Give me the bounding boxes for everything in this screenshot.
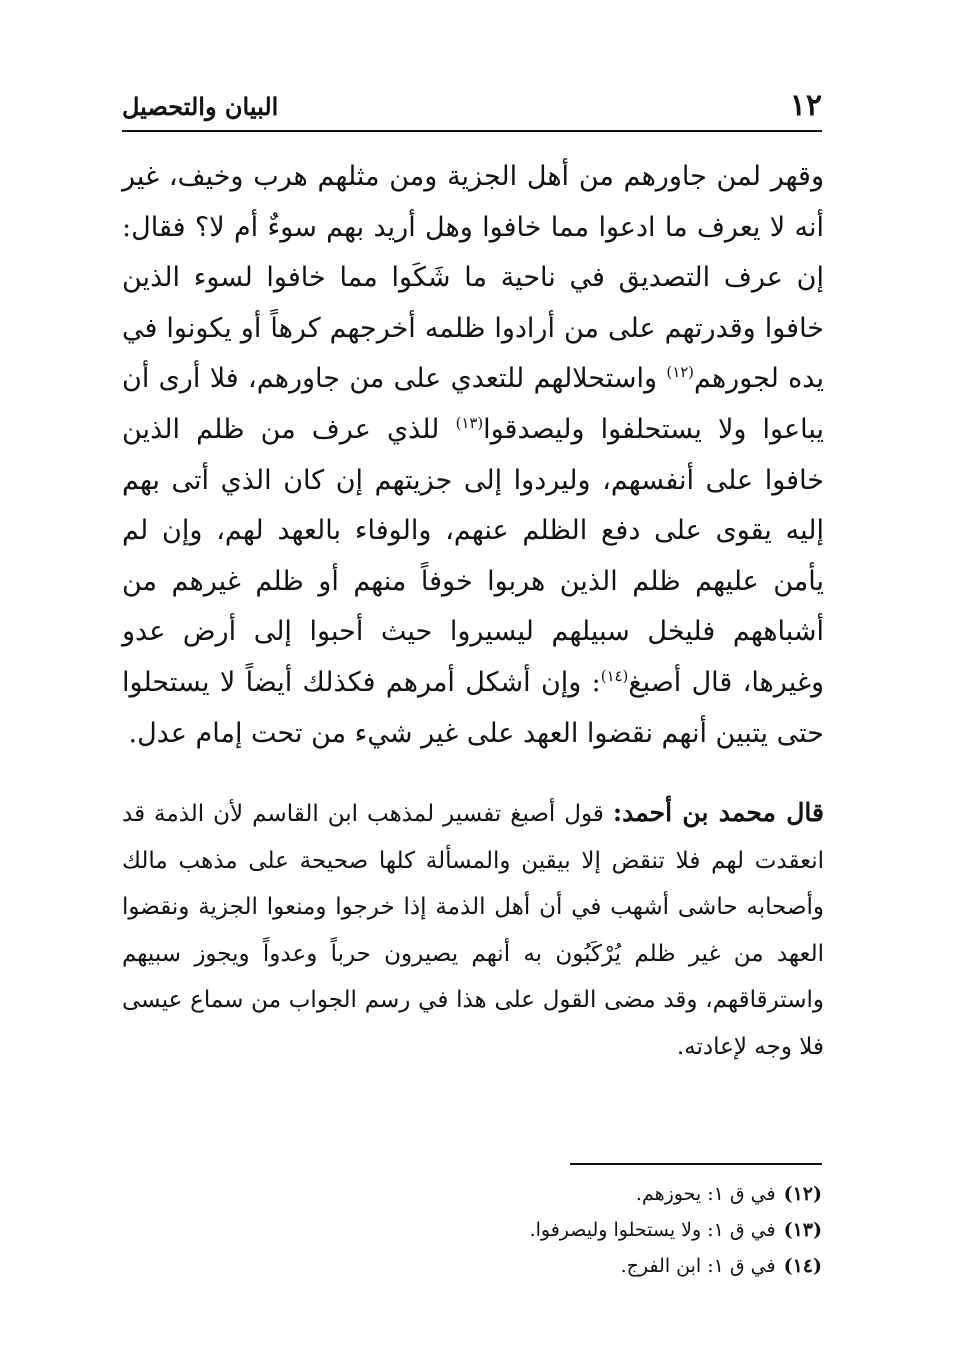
footnote-ref-14: (١٤) (600, 666, 629, 685)
running-title: البيان والتحصيل (122, 92, 279, 121)
paragraph-1-part-4: : وإن أشكل أمرهم فكذلك أيضاً لا يستحلوا حتى يتبين أنهم نقضوا العهد على غير شيء من تحت إمام عدل. (122, 666, 824, 749)
paragraph-1 (122, 152, 824, 759)
paragraph-1-part-3: للذي عرف من ظلم الذين خافوا على أنفسهم، وليردوا إلى جزيتهم إن كان الذي أتى بهم إليه يقوى على دفع الظلم عنهم، والوفاء بالعهد لهم، وإن لم يأمن عليهم ظلم الذين هربوا خوفاً منهم أو ظلم غيرهم من أشباههم فليخل سبيلهم ليسيروا حيث أحبوا إلى أرض عدو وغيرها، قال أصبغ (122, 413, 825, 698)
paragraph-2 (122, 790, 824, 1070)
footnote-item (400, 1248, 822, 1284)
paragraph-1-part-1: وقهر لمن جاورهم من أهل الجزية ومن مثلهم هرب وخيف، غير أنه لا يعرف ما ادعوا مما خافوا وهل أريد بهم سوءٌ أم لا؟ فقال: إن عرف التصديق في ناحية ما شَكَوا مما خافوا لسوء الذين خافوا وقدرتهم على من أرادوا ظلمه أخرجهم كرهاً أو يكونوا في يده لجورهم (122, 161, 824, 395)
footnote-separator (570, 1163, 822, 1165)
footnote-number: (١٤) (783, 1255, 822, 1277)
footnotes (400, 1176, 822, 1284)
footnote-ref-12: (١٢) (666, 363, 694, 382)
footnote-item (400, 1212, 822, 1248)
speaker-name: قال محمد بن أحمد: (612, 798, 824, 827)
footnote-text: في ق ١: ولا يستحلوا وليصرفوا. (529, 1219, 776, 1241)
footnote-text: في ق ١: يحوزهم. (635, 1183, 776, 1205)
paragraph-2-text: قول أصبغ تفسير لمذهب ابن القاسم لأن الذمة قد انعقدت لهم فلا تنقض إلا بيقين والمسألة كلها صحيحة على مذهب مالك وأصحابه حاشى أشهب في أن أهل الذمة إذا خرجوا ومنعوا الجزية ونقضوا العهد من غير ظلم يُرْكَبُون به أنهم يصيرون حرباً وعدواً ويجوز سبيهم واسترقاقهم، وقد مضى القول على هذا في رسم الجواب من سماع عيسى فلا وجه لإعادته. (122, 801, 824, 1060)
paragraph-1-part-2: واستحلالهم للتعدي على من جاورهم، فلا أرى أن يباعوا ولا يستحلفوا وليصدقوا (122, 363, 824, 445)
footnote-ref-13: (١٣) (455, 413, 484, 432)
footnote-item (400, 1176, 822, 1212)
main-text (122, 152, 824, 759)
footnote-number: (١٣) (783, 1219, 822, 1241)
commentary-text (122, 790, 824, 1070)
footnote-number: (١٢) (783, 1183, 822, 1205)
page-header (122, 86, 822, 132)
page-number: ١٢ (789, 88, 822, 123)
footnote-text: في ق ١: ابن الفرج. (620, 1255, 776, 1277)
